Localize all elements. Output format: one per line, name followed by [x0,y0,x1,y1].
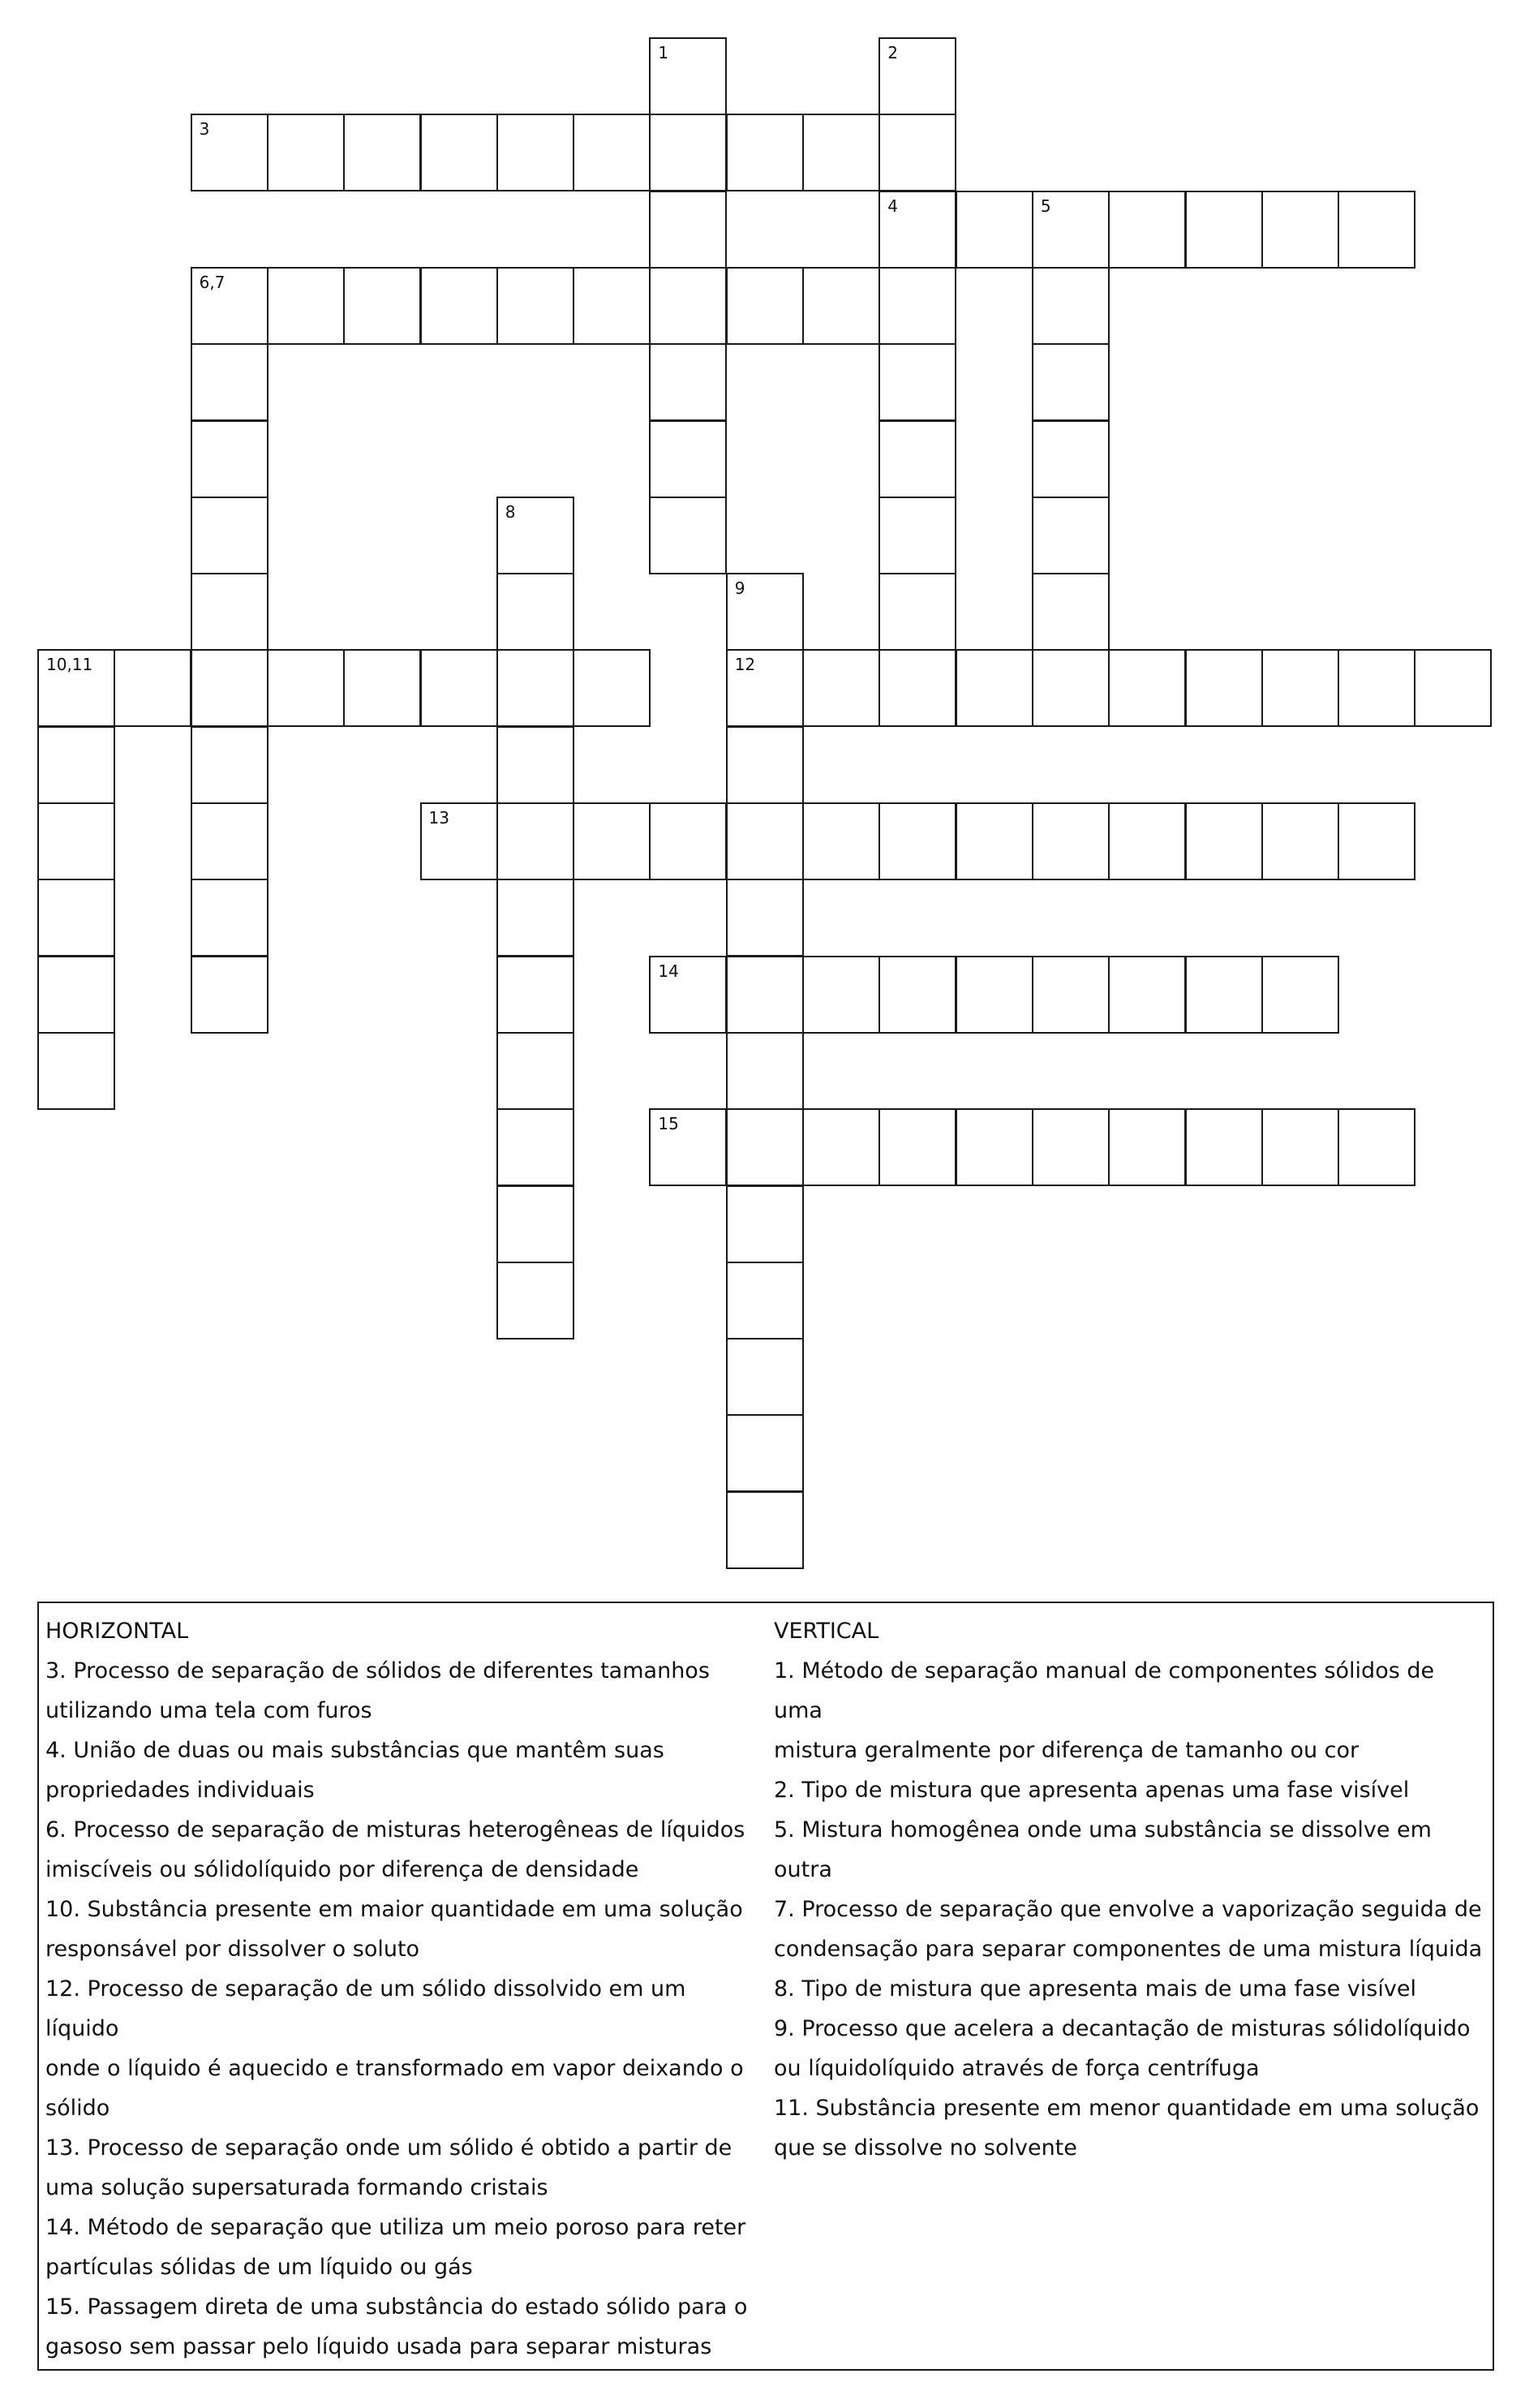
grid-cell[interactable] [1108,802,1186,880]
clue-line: sólido [45,2096,110,2121]
grid-cell[interactable] [726,1414,804,1492]
grid-cell[interactable] [649,497,727,574]
grid-cell[interactable] [573,267,651,345]
clue-line: 1. Método de separação manual de componentes sólidos de uma [774,1658,1435,1723]
grid-cell[interactable] [878,497,956,574]
grid-cell[interactable] [191,497,268,574]
grid-cell[interactable] [343,267,421,345]
grid-cell[interactable] [343,649,421,727]
grid-cell[interactable] [420,267,498,345]
clue-line: 2. Tipo de mistura que apresenta apenas uma fase visível [774,1778,1410,1803]
grid-cell[interactable] [1108,649,1186,727]
grid-cell[interactable] [496,114,574,191]
grid-cell[interactable] [1338,649,1415,727]
grid-cell[interactable] [802,114,880,191]
grid-cell[interactable] [726,1108,804,1186]
clue-line: 5. Mistura homogênea onde uma substância se dissolve em outra [774,1817,1432,1882]
grid-cell[interactable] [573,802,651,880]
grid-cell[interactable] [1261,1108,1339,1186]
clue-line: mistura geralmente por diferença de tamanho ou cor [774,1738,1360,1763]
grid-cell[interactable] [878,1108,956,1186]
grid-cell[interactable] [1261,191,1339,269]
grid-cell[interactable] [496,1262,574,1339]
grid-cell[interactable] [496,1108,574,1186]
grid-cell[interactable] [956,191,1033,269]
grid-cell[interactable] [37,956,115,1034]
grid-cell[interactable] [802,956,880,1034]
grid-cell[interactable] [1185,649,1263,727]
grid-cell[interactable] [496,573,574,651]
grid-cell[interactable] [267,267,345,345]
grid-cell[interactable] [649,37,727,115]
grid-cell[interactable] [496,879,574,957]
grid-cell[interactable] [420,114,498,191]
clue-line: 13. Processo de separação onde um sólido é obtido a partir de [45,2135,732,2161]
grid-cell[interactable] [1032,1108,1110,1186]
grid-cell[interactable] [726,114,804,191]
grid-cell[interactable] [726,802,804,880]
clue-line: propriedades individuais [45,1778,315,1803]
grid-cell[interactable] [956,956,1033,1034]
grid-cell[interactable] [726,1032,804,1110]
clue-number: 3 [199,119,210,140]
grid-cell[interactable] [1108,191,1186,269]
grid-cell[interactable] [267,649,345,727]
grid-cell[interactable] [1185,191,1263,269]
grid-cell[interactable] [1108,956,1186,1034]
grid-cell[interactable] [878,649,956,727]
grid-cell[interactable] [1032,191,1110,269]
clue-line: 7. Processo de separação que envolve a vaporização seguida de [774,1897,1482,1922]
grid-cell[interactable] [496,1185,574,1263]
grid-cell[interactable] [1338,191,1415,269]
grid-cell[interactable] [1032,802,1110,880]
clue-line: que se dissolve no solvente [774,2135,1077,2161]
grid-cell[interactable] [496,649,574,727]
clue-number: 8 [505,501,516,522]
grid-cell[interactable] [802,802,880,880]
grid-cell[interactable] [573,114,651,191]
grid-cell[interactable] [496,726,574,804]
clue-number: 2 [887,43,899,62]
grid-cell[interactable] [1414,649,1492,727]
clue-line: 6. Processo de separação de misturas heterogêneas de líquidos [45,1817,745,1843]
vertical-clues [774,1611,1488,2168]
grid-cell[interactable] [649,802,727,880]
grid-cell[interactable] [878,956,956,1034]
grid-cell[interactable] [649,956,727,1034]
clue-line: 8. Tipo de mistura que apresenta mais de uma fase visível [774,1976,1416,2002]
clues-panel [37,1602,1494,2371]
vertical-heading: VERTICAL [774,1619,879,1644]
clue-number: 5 [1040,196,1051,216]
grid-cell[interactable] [649,191,727,269]
grid-cell[interactable] [878,343,956,421]
clue-line: 12. Processo de separação de um sólido dissolvido em um líquido [45,1976,686,2041]
grid-cell[interactable] [343,114,421,191]
clue-number: 12 [734,655,756,675]
grid-cell[interactable] [726,1262,804,1339]
grid-cell[interactable] [726,1338,804,1416]
grid-cell[interactable] [191,573,268,651]
grid-cell[interactable] [191,802,268,880]
grid-cell[interactable] [496,267,574,345]
grid-cell[interactable] [1185,956,1263,1034]
clue-line: 9. Processo que acelera a decantação de misturas sólidolíquido [774,2016,1471,2041]
clue-line: 14. Método de separação que utiliza um meio poroso para reter [45,2215,746,2240]
grid-cell[interactable] [37,726,115,804]
grid-cell[interactable] [878,114,956,191]
clue-line: gasoso sem passar pelo líquido usada para separar misturas [45,2334,712,2359]
grid-cell[interactable] [191,114,268,191]
clue-line: condensação para separar componentes de uma mistura líquida [774,1937,1483,1962]
clue-line: utilizando uma tela com furos [45,1698,372,1723]
grid-cell[interactable] [726,1185,804,1263]
grid-cell[interactable] [802,649,880,727]
grid-cell[interactable] [37,879,115,957]
grid-cell[interactable] [496,802,574,880]
grid-cell[interactable] [956,1108,1033,1186]
clue-line: 4. União de duas ou mais substâncias que mantêm suas [45,1738,664,1763]
grid-cell[interactable] [191,343,268,421]
grid-cell[interactable] [191,879,268,957]
grid-cell[interactable] [496,497,574,574]
grid-cell[interactable] [191,956,268,1034]
grid-cell[interactable] [878,191,956,269]
grid-cell[interactable] [1261,649,1339,727]
grid-cell[interactable] [649,420,727,498]
grid-cell[interactable] [1032,343,1110,421]
grid-cell[interactable] [37,802,115,880]
clue-number: 1 [658,43,669,62]
grid-cell[interactable] [420,802,498,880]
grid-cell[interactable] [1032,573,1110,651]
grid-cell[interactable] [649,267,727,345]
horizontal-heading: HORIZONTAL [45,1619,189,1644]
grid-cell[interactable] [191,726,268,804]
grid-cell[interactable] [1032,956,1110,1034]
clue-line: imiscíveis ou sólidolíquido por diferença de densidade [45,1857,639,1882]
grid-cell[interactable] [37,649,115,727]
grid-cell[interactable] [726,267,804,345]
grid-cell[interactable] [726,726,804,804]
grid-cell[interactable] [726,956,804,1034]
clue-line: 11. Substância presente em menor quantidade em uma solução [774,2096,1480,2121]
grid-cell[interactable] [726,1491,804,1569]
grid-cell[interactable] [1032,649,1110,727]
grid-cell[interactable] [726,649,804,727]
clue-line: 3. Processo de separação de sólidos de diferentes tamanhos [45,1658,710,1683]
grid-cell[interactable] [649,343,727,421]
grid-cell[interactable] [726,879,804,957]
grid-cell[interactable] [267,114,345,191]
grid-cell[interactable] [420,649,498,727]
grid-cell[interactable] [956,649,1033,727]
grid-cell[interactable] [956,802,1033,880]
grid-cell[interactable] [1032,497,1110,574]
grid-cell[interactable] [1185,1108,1263,1186]
grid-cell[interactable] [649,114,727,191]
clue-line: 15. Passagem direta de uma substância do estado sólido para o [45,2294,748,2320]
clue-number: 13 [428,808,449,828]
grid-cell[interactable] [1185,802,1263,880]
grid-cell[interactable] [1261,802,1339,880]
grid-cell[interactable] [802,1108,880,1186]
clue-line: onde o líquido é aquecido e transformado em vapor deixando o [45,2056,744,2081]
clue-line: ou líquidolíquido através de força centrífuga [774,2056,1260,2081]
grid-cell[interactable] [878,802,956,880]
clue-line: responsável por dissolver o soluto [45,1937,420,1962]
grid-cell[interactable] [878,420,956,498]
clue-number: 10,11 [46,655,93,675]
grid-cell[interactable] [573,649,651,727]
grid-cell[interactable] [1261,956,1339,1034]
clue-number: 4 [887,196,899,216]
grid-cell[interactable] [496,956,574,1034]
clue-number: 9 [734,578,745,599]
grid-cell[interactable] [496,1032,574,1110]
grid-cell[interactable] [191,649,268,727]
grid-cell[interactable] [1338,1108,1415,1186]
clue-number: 15 [658,1114,679,1134]
grid-cell[interactable] [37,1032,115,1110]
grid-cell[interactable] [802,267,880,345]
clue-number: 6,7 [199,272,226,292]
grid-cell[interactable] [191,267,268,345]
clue-number: 14 [658,961,679,981]
grid-cell[interactable] [1338,802,1415,880]
grid-cell[interactable] [191,420,268,498]
grid-cell[interactable] [1108,1108,1186,1186]
grid-cell[interactable] [114,649,191,727]
grid-cell[interactable] [726,573,804,651]
grid-cell[interactable] [878,267,956,345]
grid-cell[interactable] [1032,267,1110,345]
clue-line: 10. Substância presente em maior quantidade em uma solução [45,1897,743,1922]
clue-line: partículas sólidas de um líquido ou gás [45,2255,473,2280]
grid-cell[interactable] [878,37,956,115]
horizontal-clues [45,1611,759,2367]
grid-cell[interactable] [649,1108,727,1186]
grid-cell[interactable] [878,573,956,651]
clue-line: uma solução supersaturada formando cristais [45,2175,548,2200]
grid-cell[interactable] [1032,420,1110,498]
